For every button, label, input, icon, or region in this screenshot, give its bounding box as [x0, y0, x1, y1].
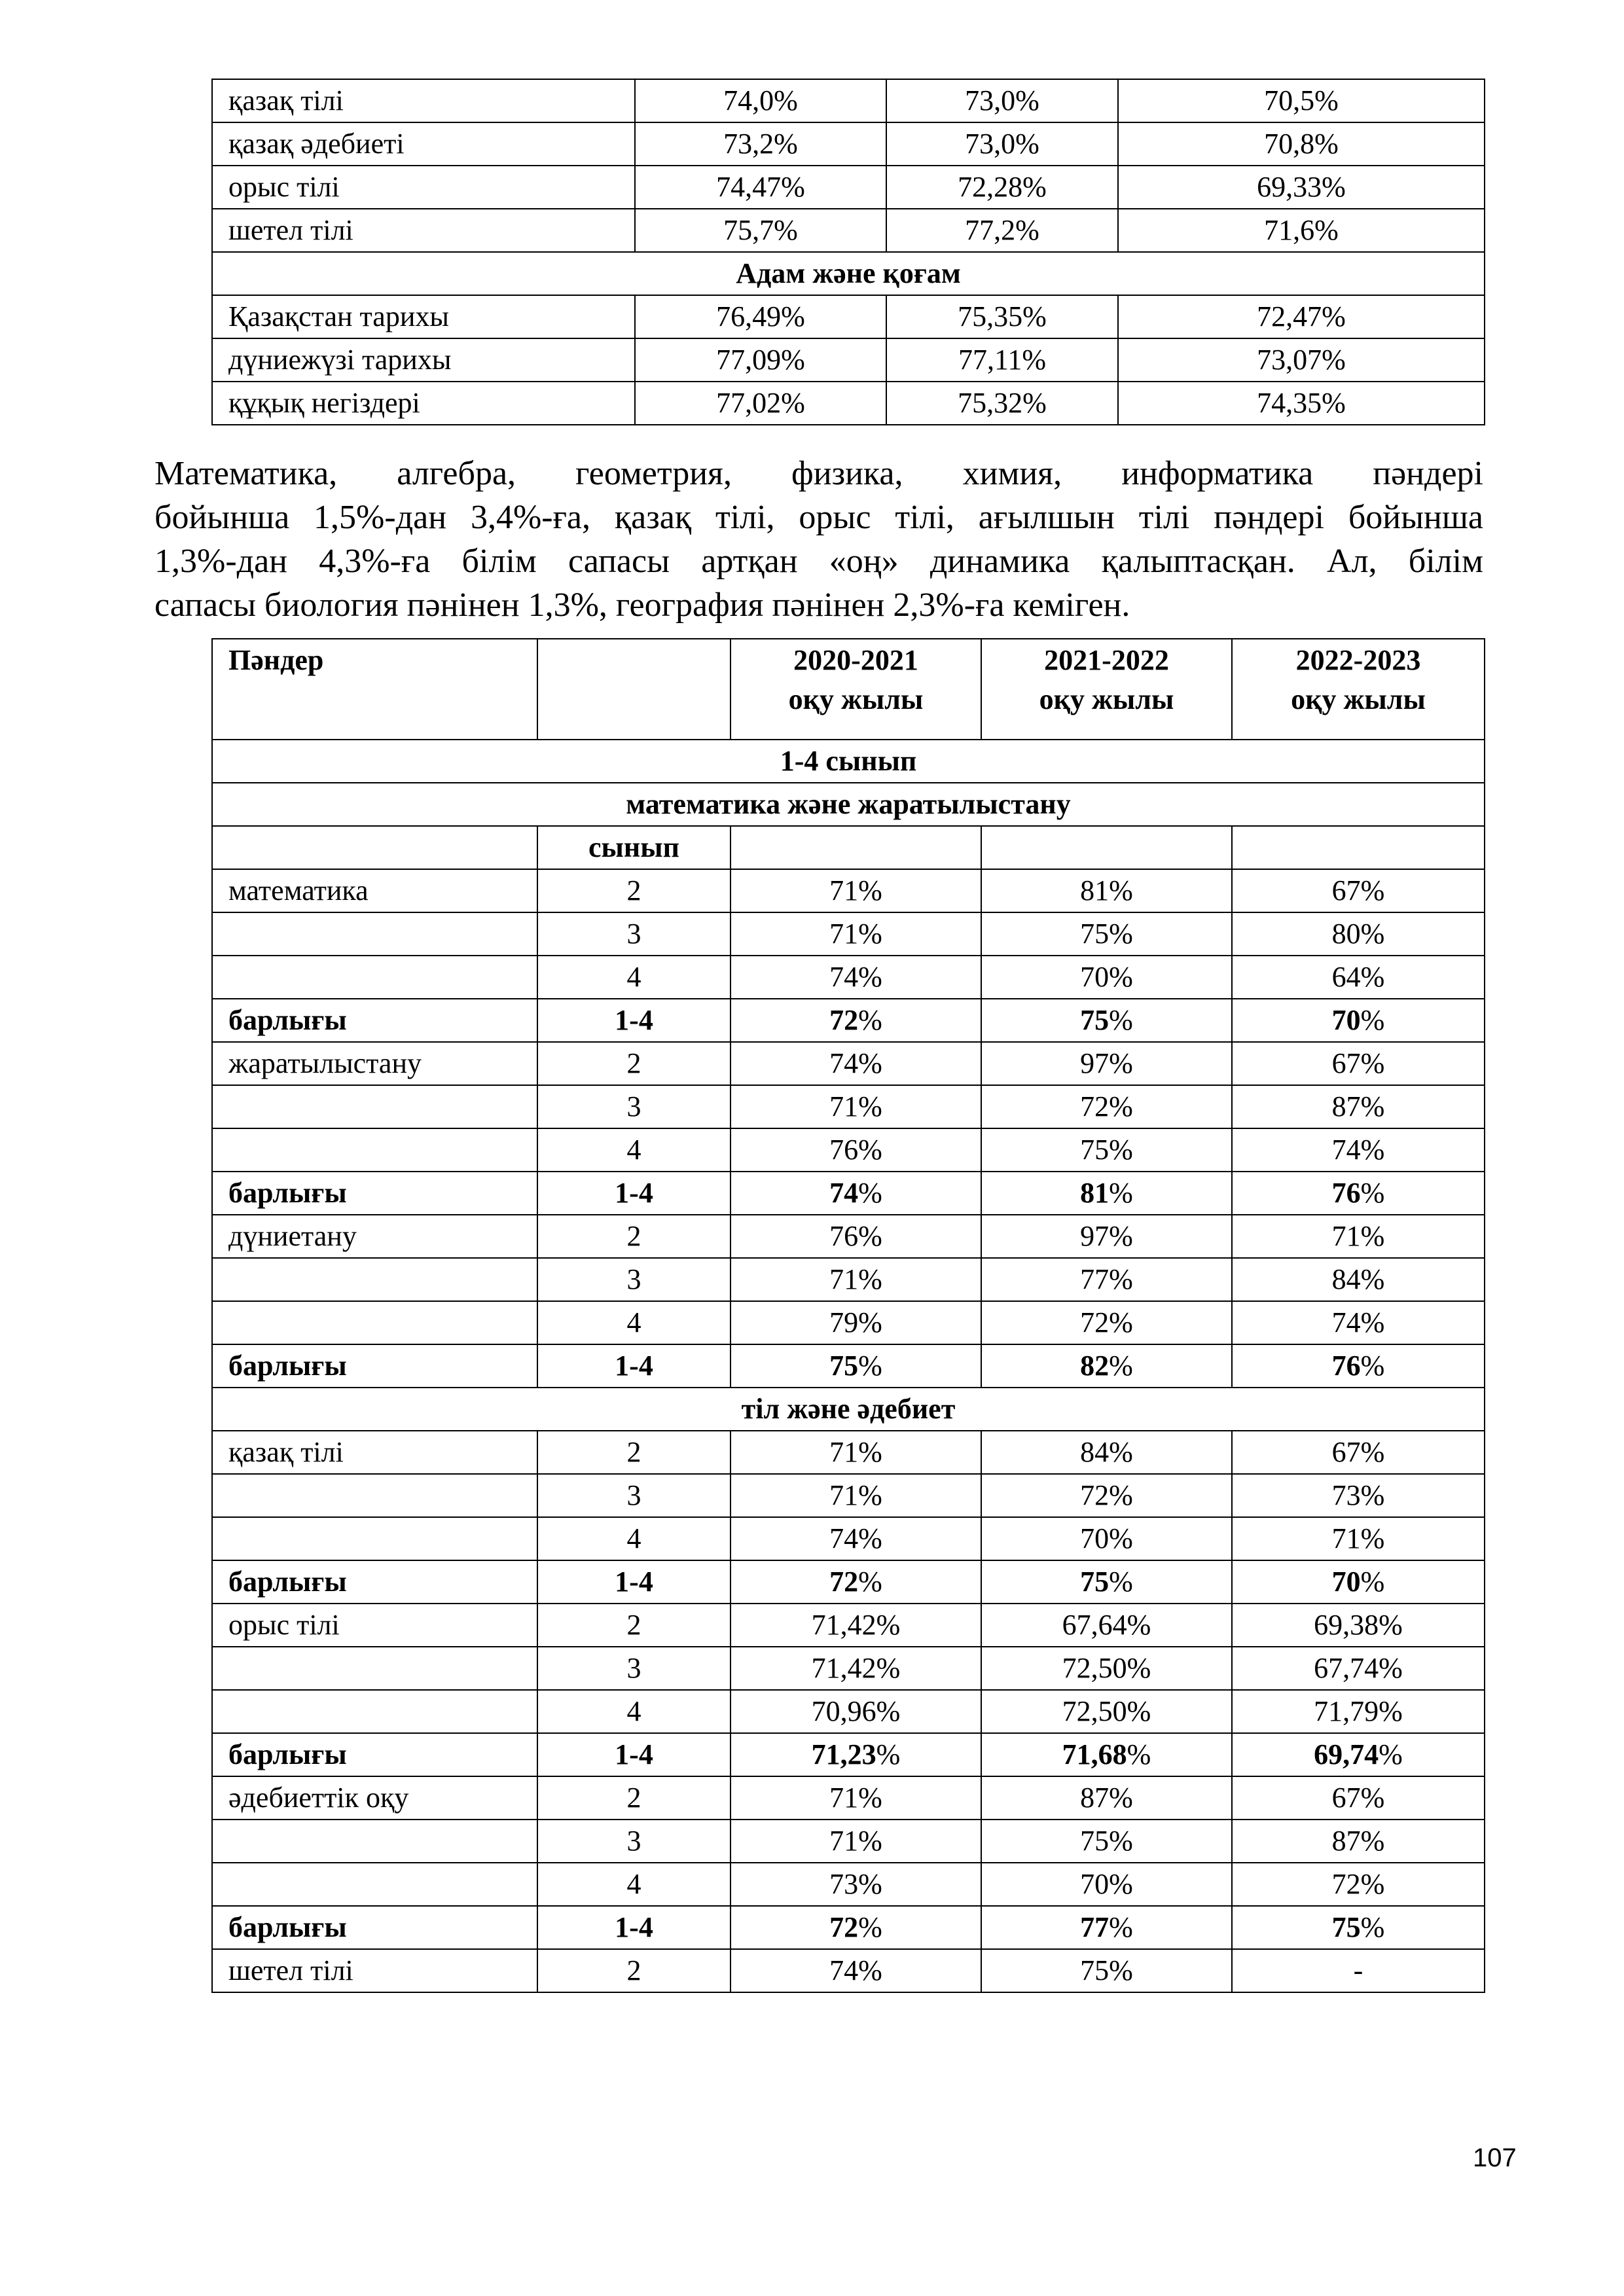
percent-value: 72 — [829, 1566, 859, 1598]
percent-cell: 71% — [731, 1820, 981, 1863]
subject-cell — [212, 912, 537, 956]
percent-value: 76 — [1331, 1177, 1361, 1209]
percent-cell: 71% — [731, 1085, 981, 1128]
percent-cell: 69,38% — [1232, 1604, 1485, 1647]
percent-cell: 64% — [1232, 956, 1485, 999]
header-subject: Пәндер — [212, 639, 537, 740]
grade-cell: 2 — [537, 869, 731, 912]
percent-cell: 70,5% — [1118, 79, 1485, 122]
percent-cell: 72% — [981, 1301, 1232, 1344]
paragraph-line: 1,3%-дан 4,3%-ға білім сапасы артқан «оң» динамика қалыптасқан. Ал, білім — [154, 543, 1483, 580]
table-header-row — [212, 639, 1485, 740]
subject-cell — [212, 1085, 537, 1128]
percent-cell: 72,28% — [886, 166, 1118, 209]
table-row — [212, 1647, 1485, 1690]
percent-cell: 77% — [981, 1258, 1232, 1301]
percent-cell: 82% — [981, 1344, 1232, 1388]
table-row — [212, 1128, 1485, 1172]
table-row — [212, 1301, 1485, 1344]
percent-cell: 72% — [981, 1474, 1232, 1517]
percent-cell: 71,79% — [1232, 1690, 1485, 1733]
empty-cell — [731, 826, 981, 869]
percent-cell: 74% — [731, 956, 981, 999]
percent-value: 77 — [1080, 1911, 1110, 1943]
percent-value: 75 — [1080, 1566, 1110, 1598]
header-year-value: 2021-2022 — [1044, 644, 1169, 676]
paragraph-line: бойынша 1,5%-дан 3,4%-ға, қазақ тілі, орыс тілі, ағылшын тілі пәндері бойынша — [154, 499, 1483, 536]
percent-cell: 81% — [981, 1172, 1232, 1215]
percent-cell: 75,7% — [635, 209, 886, 252]
subject-cell: әдебиеттік оқу — [212, 1776, 537, 1820]
percent-cell: 75% — [981, 1949, 1232, 1992]
subject-cell: қазақ әдебиеті — [212, 122, 635, 166]
percent-cell: 77,02% — [635, 382, 886, 425]
subject-cell: орыс тілі — [212, 1604, 537, 1647]
percent-value: 69,74 — [1314, 1738, 1379, 1770]
table-row — [212, 338, 1485, 382]
grade-cell: 4 — [537, 956, 731, 999]
grade-cell: 3 — [537, 1647, 731, 1690]
percent-cell: 67% — [1232, 1042, 1485, 1085]
percent-cell: 80% — [1232, 912, 1485, 956]
section-title: тіл және әдебиет — [212, 1388, 1485, 1431]
percent-cell: 74% — [731, 1949, 981, 1992]
percent-cell: 70% — [981, 1863, 1232, 1906]
grade-cell: 2 — [537, 1776, 731, 1820]
percent-cell: 71,6% — [1118, 209, 1485, 252]
percent-cell: 71,68% — [981, 1733, 1232, 1776]
total-row — [212, 999, 1485, 1042]
percent-cell: 71% — [731, 912, 981, 956]
subject-cell — [212, 1301, 537, 1344]
grade-cell: 1-4 — [537, 1560, 731, 1604]
percent-cell: 75,32% — [886, 382, 1118, 425]
percent-cell: 79% — [731, 1301, 981, 1344]
percent-value: 72 — [829, 1911, 859, 1943]
subject-cell: құқық негіздері — [212, 382, 635, 425]
percent-cell: 87% — [1232, 1085, 1485, 1128]
grade-cell: 1-4 — [537, 1344, 731, 1388]
empty-cell — [1232, 826, 1485, 869]
grade-cell: 1-4 — [537, 1733, 731, 1776]
total-row — [212, 1344, 1485, 1388]
subject-cell: жаратылыстану — [212, 1042, 537, 1085]
percent-cell: 71% — [731, 869, 981, 912]
subject-cell — [212, 1128, 537, 1172]
subject-cell: барлығы — [212, 1906, 537, 1949]
grade-cell: 2 — [537, 1604, 731, 1647]
percent-cell: 74% — [1232, 1128, 1485, 1172]
section-row — [212, 740, 1485, 783]
grade-cell: 1-4 — [537, 999, 731, 1042]
header-year-value: 2022-2023 — [1295, 644, 1421, 676]
percent-cell: 97% — [981, 1215, 1232, 1258]
table-row — [212, 1431, 1485, 1474]
header-year-2 — [981, 639, 1232, 740]
grade-cell: 3 — [537, 1820, 731, 1863]
section-row — [212, 1388, 1485, 1431]
percent-cell: 72% — [731, 1560, 981, 1604]
table-row — [212, 912, 1485, 956]
percent-value: 74 — [829, 1177, 859, 1209]
percent-cell: 70,8% — [1118, 122, 1485, 166]
table-row — [212, 1863, 1485, 1906]
percent-cell: 76,49% — [635, 295, 886, 338]
percent-cell: 71% — [731, 1431, 981, 1474]
grade-cell: 4 — [537, 1863, 731, 1906]
percent-cell: 87% — [1232, 1820, 1485, 1863]
grade-cell: 2 — [537, 1949, 731, 1992]
results-table-top-body — [212, 79, 1485, 425]
section-title: математика және жаратылыстану — [212, 783, 1485, 826]
percent-cell: 72,50% — [981, 1690, 1232, 1733]
percent-value: 70 — [1331, 1566, 1361, 1598]
percent-cell: 74% — [731, 1172, 981, 1215]
grade-cell: 3 — [537, 1258, 731, 1301]
percent-cell: 69,33% — [1118, 166, 1485, 209]
results-table-top — [211, 79, 1485, 425]
percent-cell: 67,64% — [981, 1604, 1232, 1647]
table-row — [212, 1085, 1485, 1128]
table-row — [212, 166, 1485, 209]
percent-cell: 84% — [1232, 1258, 1485, 1301]
percent-cell: 76% — [1232, 1172, 1485, 1215]
percent-value: 75 — [1080, 1004, 1110, 1036]
percent-cell: 71% — [1232, 1517, 1485, 1560]
percent-cell: 77,2% — [886, 209, 1118, 252]
percent-cell: 75,35% — [886, 295, 1118, 338]
empty-cell — [981, 826, 1232, 869]
header-empty — [537, 639, 731, 740]
percent-cell: 81% — [981, 869, 1232, 912]
grade-cell: 3 — [537, 912, 731, 956]
grade-cell: 2 — [537, 1431, 731, 1474]
percent-cell: 72,50% — [981, 1647, 1232, 1690]
section-row — [212, 783, 1485, 826]
subject-cell: барлығы — [212, 1344, 537, 1388]
percent-value: 70 — [1331, 1004, 1361, 1036]
percent-cell: 72% — [1232, 1863, 1485, 1906]
table-row — [212, 295, 1485, 338]
total-row — [212, 1906, 1485, 1949]
percent-cell: 97% — [981, 1042, 1232, 1085]
percent-cell: 75% — [981, 1820, 1232, 1863]
table-row — [212, 1820, 1485, 1863]
results-table-grades — [211, 638, 1485, 1993]
percent-cell: 71% — [1232, 1215, 1485, 1258]
percent-cell: 77,11% — [886, 338, 1118, 382]
percent-cell: 70% — [1232, 1560, 1485, 1604]
percent-cell: 73,07% — [1118, 338, 1485, 382]
grade-column-label: сынып — [537, 826, 731, 869]
grade-header-row — [212, 826, 1485, 869]
percent-cell: 76% — [1232, 1344, 1485, 1388]
table-row — [212, 122, 1485, 166]
subject-cell: дүниетану — [212, 1215, 537, 1258]
paragraph-line: сапасы биология пәнінен 1,3%, география пәнінен 2,3%-ға кеміген. — [154, 586, 1130, 624]
percent-cell: 71,23% — [731, 1733, 981, 1776]
percent-cell: 75% — [981, 1560, 1232, 1604]
percent-cell: 75% — [731, 1344, 981, 1388]
header-year-1 — [731, 639, 981, 740]
percent-value: 81 — [1080, 1177, 1110, 1209]
percent-cell: 67,74% — [1232, 1647, 1485, 1690]
section-title: Адам және қоғам — [212, 252, 1485, 295]
subject-cell: математика — [212, 869, 537, 912]
subject-cell — [212, 1820, 537, 1863]
table-row — [212, 1042, 1485, 1085]
header-year-3 — [1232, 639, 1485, 740]
table-row — [212, 1690, 1485, 1733]
header-year-value: 2020-2021 — [793, 644, 918, 676]
subject-cell — [212, 1258, 537, 1301]
percent-cell: 74% — [1232, 1301, 1485, 1344]
subject-cell: қазақ тілі — [212, 79, 635, 122]
percent-cell: 70% — [1232, 999, 1485, 1042]
grade-cell: 1-4 — [537, 1172, 731, 1215]
subject-cell: қазақ тілі — [212, 1431, 537, 1474]
table-row — [212, 79, 1485, 122]
section-row — [212, 252, 1485, 295]
percent-cell: 84% — [981, 1431, 1232, 1474]
percent-cell: - — [1232, 1949, 1485, 1992]
grade-cell: 4 — [537, 1128, 731, 1172]
grade-cell: 4 — [537, 1690, 731, 1733]
header-year-label: оқу жылы — [1039, 683, 1174, 715]
percent-cell: 75% — [981, 912, 1232, 956]
total-row — [212, 1172, 1485, 1215]
total-row — [212, 1560, 1485, 1604]
percent-cell: 70% — [981, 1517, 1232, 1560]
subject-cell: барлығы — [212, 1172, 537, 1215]
section-title: 1-4 сынып — [212, 740, 1485, 783]
percent-cell: 74% — [731, 1517, 981, 1560]
table-row — [212, 1517, 1485, 1560]
percent-cell: 72% — [731, 999, 981, 1042]
grade-cell: 1-4 — [537, 1906, 731, 1949]
results-table-grades-body — [212, 639, 1485, 1992]
empty-cell — [212, 826, 537, 869]
grade-cell: 3 — [537, 1474, 731, 1517]
percent-cell: 73,0% — [886, 122, 1118, 166]
header-year-label: оқу жылы — [1291, 683, 1426, 715]
percent-cell: 76% — [731, 1215, 981, 1258]
percent-value: 72 — [829, 1004, 859, 1036]
percent-cell: 77,09% — [635, 338, 886, 382]
percent-cell: 72% — [981, 1085, 1232, 1128]
percent-value: 71,68 — [1062, 1738, 1127, 1770]
percent-cell: 71% — [731, 1474, 981, 1517]
grade-cell: 2 — [537, 1215, 731, 1258]
table-row — [212, 1215, 1485, 1258]
percent-cell: 69,74% — [1232, 1733, 1485, 1776]
percent-cell: 71,42% — [731, 1604, 981, 1647]
table-row — [212, 869, 1485, 912]
percent-cell: 73,0% — [886, 79, 1118, 122]
percent-cell: 74,0% — [635, 79, 886, 122]
subject-cell: шетел тілі — [212, 1949, 537, 1992]
percent-cell: 75% — [981, 999, 1232, 1042]
percent-cell: 77% — [981, 1906, 1232, 1949]
percent-cell: 74,47% — [635, 166, 886, 209]
grade-cell: 4 — [537, 1517, 731, 1560]
percent-cell: 75% — [981, 1128, 1232, 1172]
table-row — [212, 1776, 1485, 1820]
percent-cell: 76% — [731, 1128, 981, 1172]
analysis-paragraph — [154, 452, 1483, 627]
percent-cell: 73% — [731, 1863, 981, 1906]
subject-cell — [212, 1863, 537, 1906]
percent-cell: 70,96% — [731, 1690, 981, 1733]
table-row — [212, 1949, 1485, 1992]
subject-cell: дүниежүзі тарихы — [212, 338, 635, 382]
table-row — [212, 956, 1485, 999]
subject-cell — [212, 956, 537, 999]
percent-cell: 67% — [1232, 1431, 1485, 1474]
percent-cell: 72% — [731, 1906, 981, 1949]
percent-value: 75 — [1331, 1911, 1361, 1943]
percent-cell: 73,2% — [635, 122, 886, 166]
subject-cell: шетел тілі — [212, 209, 635, 252]
percent-cell: 71,42% — [731, 1647, 981, 1690]
percent-cell: 75% — [1232, 1906, 1485, 1949]
table-row — [212, 1604, 1485, 1647]
table-row — [212, 1474, 1485, 1517]
percent-cell: 71% — [731, 1258, 981, 1301]
subject-cell: Қазақстан тарихы — [212, 295, 635, 338]
header-year-label: оқу жылы — [788, 683, 924, 715]
subject-cell: орыс тілі — [212, 166, 635, 209]
paragraph-line: Математика, алгебра, геометрия, физика, химия, информатика пәндері — [154, 455, 1483, 492]
subject-cell — [212, 1690, 537, 1733]
percent-value: 71,23 — [811, 1738, 876, 1770]
subject-cell — [212, 1517, 537, 1560]
grade-cell: 4 — [537, 1301, 731, 1344]
subject-cell: барлығы — [212, 1733, 537, 1776]
percent-cell: 74,35% — [1118, 382, 1485, 425]
table-row — [212, 382, 1485, 425]
grade-cell: 2 — [537, 1042, 731, 1085]
percent-value: 82 — [1080, 1350, 1110, 1382]
subject-cell — [212, 1474, 537, 1517]
percent-cell: 70% — [981, 956, 1232, 999]
grade-cell: 3 — [537, 1085, 731, 1128]
percent-cell: 73% — [1232, 1474, 1485, 1517]
percent-value: 75 — [829, 1350, 859, 1382]
page-number: 107 — [1473, 2144, 1517, 2172]
percent-cell: 74% — [731, 1042, 981, 1085]
table-row — [212, 209, 1485, 252]
total-row — [212, 1733, 1485, 1776]
percent-cell: 67% — [1232, 869, 1485, 912]
subject-cell: барлығы — [212, 999, 537, 1042]
percent-cell: 72,47% — [1118, 295, 1485, 338]
percent-cell: 67% — [1232, 1776, 1485, 1820]
subject-cell: барлығы — [212, 1560, 537, 1604]
percent-value: 76 — [1331, 1350, 1361, 1382]
percent-cell: 71% — [731, 1776, 981, 1820]
percent-cell: 87% — [981, 1776, 1232, 1820]
subject-cell — [212, 1647, 537, 1690]
table-row — [212, 1258, 1485, 1301]
